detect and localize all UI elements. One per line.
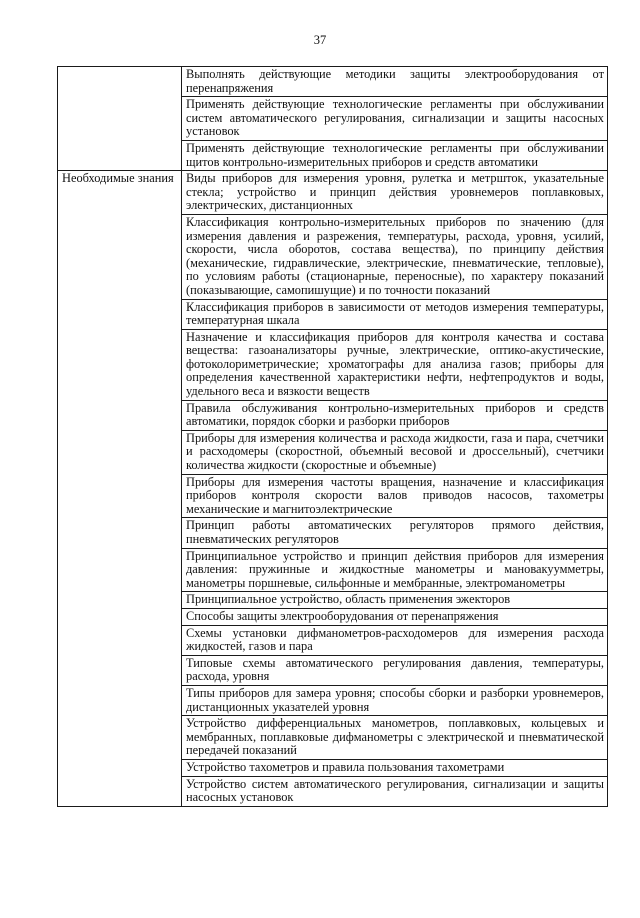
table-row	[58, 171, 608, 215]
knowledge-item: Правила обслуживания контрольно-измерительных приборов и средств автоматики, порядок сборки и разборки приборов	[182, 400, 608, 430]
knowledge-item: Принцип работы автоматических регуляторов прямого действия, пневматических регуляторов	[182, 518, 608, 548]
knowledge-item: Устройство дифференциальных манометров, поплавковых, кольцевых и мембранных, поплавковые дифманометры с электрической и пневматической передачей показаний	[182, 716, 608, 760]
knowledge-item: Устройство систем автоматического регулирования, сигнализации и защиты насосных установок	[182, 776, 608, 806]
skill-item: Выполнять действующие методики защиты электрооборудования от перенапряжения	[182, 67, 608, 97]
knowledge-item: Типы приборов для замера уровня; способы сборки и разборки уровнемеров, дистанционных указателей уровня	[182, 685, 608, 715]
knowledge-item: Виды приборов для измерения уровня, рулетка и метршток, указательные стекла; устройство и принцип действия уровнемеров поплавковых, электрических, дистанционных	[182, 171, 608, 215]
knowledge-item: Типовые схемы автоматического регулирования давления, температуры, расхода, уровня	[182, 655, 608, 685]
knowledge-item: Классификация приборов в зависимости от методов измерения температуры, температурная шкала	[182, 299, 608, 329]
knowledge-item: Классификация контрольно-измерительных приборов по значению (для измерения давления и разрежения, температуры, расхода, уровня, усилий, скорости, числа оборотов, состава вещества), по принципу действия (механические, гидравлические, электрические, пневматические, тепловые), по условиям работы (стационарные, переносные), по характеру показаний (показывающие, самопишущие) и по точности показаний	[182, 214, 608, 299]
knowledge-item: Назначение и классификация приборов для контроля качества и состава вещества: газоанализаторы ручные, электрические, оптико-акустические, фотоколориметрические; хроматографы для анализа газов; приборы для определения качественной характеристики нефти, нефтепродуктов и воды, удельного веса и вязкости веществ	[182, 329, 608, 400]
section-label-cell	[58, 171, 182, 807]
knowledge-item: Устройство тахометров и правила пользования тахометрами	[182, 759, 608, 776]
page-number: 37	[313, 33, 327, 47]
knowledge-item: Способы защиты электрооборудования от перенапряжения	[182, 608, 608, 625]
section-label-cell	[58, 67, 182, 171]
competency-table	[57, 66, 608, 807]
skill-item: Применять действующие технологические регламенты при обслуживании щитов контрольно-измерительных приборов и средств автоматики	[182, 140, 608, 170]
skill-item: Применять действующие технологические регламенты при обслуживании систем автоматического регулирования, сигнализации и защиты насосных установок	[182, 97, 608, 141]
knowledge-item: Приборы для измерения частоты вращения, назначение и классификация приборов контроля скорости валов приводов насосов, тахометры механические и магнитоэлектрические	[182, 474, 608, 518]
knowledge-item: Принципиальное устройство и принцип действия приборов для измерения давления: пружинные и жидкостные манометры и мановакуумметры, манометры поршневые, сильфонные и мембранные, электроманометры	[182, 548, 608, 592]
section-label-knowledge: Необходимые знания	[62, 171, 174, 186]
knowledge-item: Схемы установки дифманометров-расходомеров для измерения расхода жидкостей, газов и пара	[182, 625, 608, 655]
knowledge-item: Приборы для измерения количества и расхода жидкости, газа и пара, счетчики и расходомеры (скоростной, объемный весовой и дроссельный), счетчики количества жидкости (скоростные и объемные)	[182, 430, 608, 474]
knowledge-item: Принципиальное устройство, область применения эжекторов	[182, 592, 608, 609]
table-row	[58, 67, 608, 97]
